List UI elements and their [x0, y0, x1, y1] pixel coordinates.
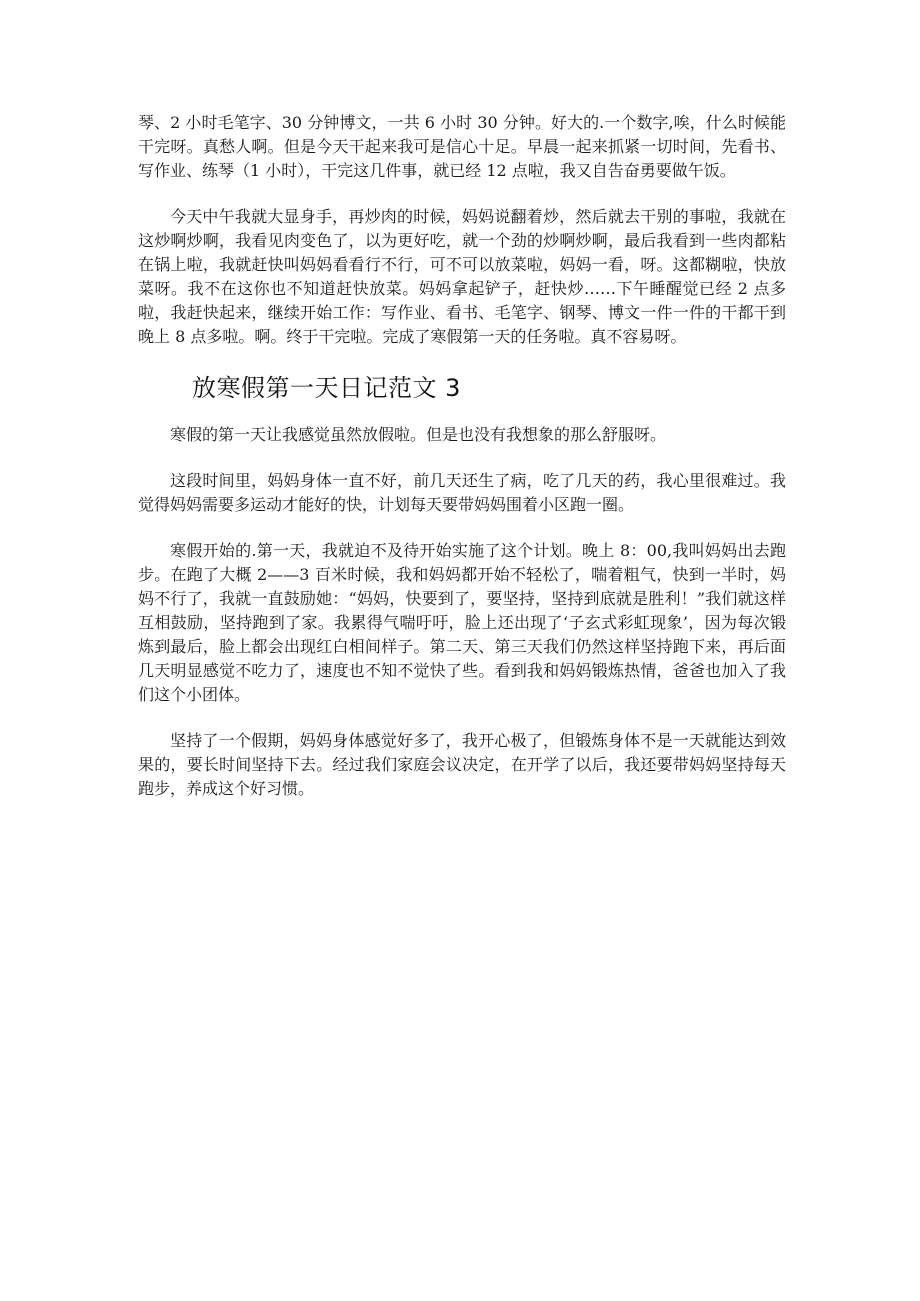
paragraph-mom-health: 这段时间里，妈妈身体一直不好，前几天还生了病，吃了几天的药，我心里很难过。我觉得妈妈需要多运动才能好的快，计划每天要带妈妈围着小区跑一圈。 — [138, 471, 786, 514]
paragraph-continued: 琴、2 小时毛笔字、30 分钟博文，一共 6 小时 30 分钟。好大的.一个数字,唉，什么时候能干完呀。真愁人啊。但是今天干起来我可是信心十足。早晨一起来抓紧一切时间，先看书、写作业、练琴（1 小时），干完这几件事，就已经 12 点啦，我又自告奋勇要做午饭。 — [138, 113, 786, 180]
paragraph-lunch-cooking: 今天中午我就大显身手，再炒肉的时候，妈妈说翻着炒，然后就去干别的事啦，我就在这炒啊炒啊，我看见肉变色了，以为更好吃，就一个劲的炒啊炒啊，最后我看到一些肉都粘在锅上啦，我就赶快叫妈妈看看行不行，可不可以放菜啦，妈妈一看，呀。这都糊啦，快放菜呀。我不在这你也不知道赶快放菜。妈妈拿起铲子，赶快炒……下午睡醒觉已经 2 点多啦，我赶快起来，继续开始工作：写作业、看书、毛笔字、钢琴、博文一件一件的干都干到晚上 8 点多啦。啊。终于干完啦。完成了寒假第一天的任务啦。真不容易呀。 — [138, 207, 786, 346]
document-page — [138, 111, 786, 823]
section-heading: 放寒假第一天日记范文 3 — [192, 374, 461, 402]
paragraph-running-plan: 寒假开始的.第一天，我就迫不及待开始实施了这个计划。晚上 8：00,我叫妈妈出去跑步。在跑了大概 2——3 百米时候，我和妈妈都开始不轻松了，喘着粗气，快到一半时，妈妈不行了，我就一直鼓励她：“妈妈，快要到了，要坚持，坚持到底就是胜利！”我们就这样互相鼓励，坚持跑到了家。我累得气喘吁吁，脸上还出现了‘子玄式彩虹现象’，因为每次锻炼到最后，脸上都会出现红白相间样子。第二天、第三天我们仍然这样坚持跑下来，再后面几天明显感觉不吃力了，速度也不知不觉快了些。看到我和妈妈锻炼热情，爸爸也加入了我们这个小团体。 — [138, 541, 786, 704]
paragraph-conclusion: 坚持了一个假期，妈妈身体感觉好多了，我开心极了，但锻炼身体不是一天就能达到效果的，要长时间坚持下去。经过我们家庭会议决定，在开学了以后，我还要带妈妈坚持每天跑步，养成这个好习惯。 — [138, 731, 786, 798]
paragraph-intro: 寒假的第一天让我感觉虽然放假啦。但是也没有我想象的那么舒服呀。 — [170, 425, 667, 444]
